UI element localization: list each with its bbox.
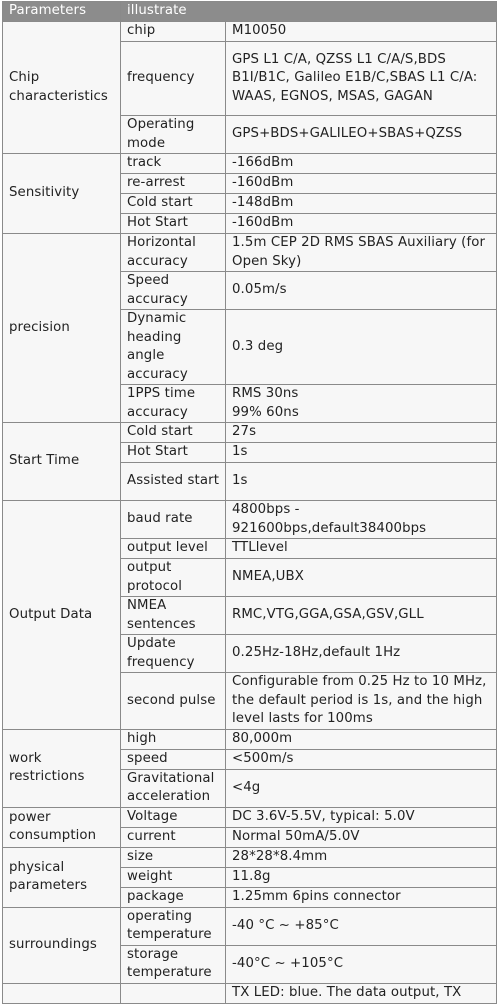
row-value: 1.25mm 6pins connector: [226, 887, 497, 907]
row-label: 1PPS time accuracy: [121, 385, 226, 423]
row-label: baud rate: [121, 501, 226, 539]
row-value: TX LED: blue. The data output, TX: [226, 983, 497, 1003]
spec-table-container: [2, 1, 496, 1004]
table-row: [3, 234, 497, 272]
row-label: package: [121, 887, 226, 907]
group-chip-characteristics: Chip characteristics: [3, 22, 121, 154]
row-label: Operating mode: [121, 116, 226, 154]
row-value: 0.3 deg: [226, 310, 497, 385]
group-work-restrictions: work restrictions: [3, 729, 121, 807]
row-value: NMEA,UBX: [226, 559, 497, 597]
row-label: Horizontal accuracy: [121, 234, 226, 272]
row-value: 4800bps - 921600bps,default38400bps: [226, 501, 497, 539]
group-physical-parameters: physical parameters: [3, 847, 121, 907]
row-label: chip: [121, 22, 226, 42]
row-label: weight: [121, 867, 226, 887]
row-value: -148dBm: [226, 194, 497, 214]
row-label: Cold start: [121, 194, 226, 214]
group-output-data: Output Data: [3, 501, 121, 730]
row-label: [121, 983, 226, 1003]
row-value: 28*28*8.4mm: [226, 847, 497, 867]
row-value: 1s: [226, 443, 497, 463]
row-value: 0.05m/s: [226, 272, 497, 310]
header-parameters: Parameters: [3, 2, 121, 22]
row-label: second pulse: [121, 673, 226, 730]
row-value: 0.25Hz-18Hz,default 1Hz: [226, 635, 497, 673]
row-value: -160dBm: [226, 174, 497, 194]
row-value: DC 3.6V-5.5V, typical: 5.0V: [226, 807, 497, 827]
table-row: [3, 729, 497, 749]
row-label: re-arrest: [121, 174, 226, 194]
row-label: speed: [121, 749, 226, 769]
row-value: GPS L1 C/A, QZSS L1 C/A/S,BDS B1I/B1C, Galileo E1B/C,SBAS L1 C/A: WAAS, EGNOS, MSAS, GAGAN: [226, 42, 497, 116]
row-label: storage temperature: [121, 945, 226, 983]
row-label: Speed accuracy: [121, 272, 226, 310]
row-value: GPS+BDS+GALILEO+SBAS+QZSS: [226, 116, 497, 154]
row-value: 80,000m: [226, 729, 497, 749]
table-row: [3, 847, 497, 867]
row-value: M10050: [226, 22, 497, 42]
row-label: Voltage: [121, 807, 226, 827]
row-label: Assisted start: [121, 463, 226, 501]
table-row: [3, 983, 497, 1003]
row-label: Gravitational acceleration: [121, 769, 226, 807]
row-value-line: RMS 30ns: [232, 386, 299, 401]
row-label: Hot Start: [121, 214, 226, 234]
row-value: -160dBm: [226, 214, 497, 234]
group-start-time: Start Time: [3, 423, 121, 501]
table-row: [3, 22, 497, 42]
row-value: Configurable from 0.25 Hz to 10 MHz, the default period is 1s, and the high level lasts for 100ms: [226, 673, 497, 730]
row-value: 1s: [226, 463, 497, 501]
header-illustrate: illustrate: [121, 2, 497, 22]
row-value: -40 °C ~ +85°C: [226, 907, 497, 945]
row-label: Cold start: [121, 423, 226, 443]
row-label: NMEA sentences: [121, 597, 226, 635]
row-value: Normal 50mA/5.0V: [226, 827, 497, 847]
table-header-row: [3, 2, 497, 22]
row-label: high: [121, 729, 226, 749]
row-value: <500m/s: [226, 749, 497, 769]
row-label: Hot Start: [121, 443, 226, 463]
row-value: 11.8g: [226, 867, 497, 887]
row-label: output level: [121, 539, 226, 559]
row-label: size: [121, 847, 226, 867]
row-value: TTLlevel: [226, 539, 497, 559]
row-label: track: [121, 154, 226, 174]
group-power-consumption: power consumption: [3, 807, 121, 847]
row-value: -40°C ~ +105°C: [226, 945, 497, 983]
row-label: Dynamic heading angle accuracy: [121, 310, 226, 385]
group-led: [3, 983, 121, 1003]
table-row: [3, 907, 497, 945]
row-value: RMC,VTG,GGA,GSA,GSV,GLL: [226, 597, 497, 635]
row-label: frequency: [121, 42, 226, 116]
spec-table: [2, 1, 497, 1004]
row-value-line: 99% 60ns: [232, 404, 299, 420]
row-value: -166dBm: [226, 154, 497, 174]
group-precision: precision: [3, 234, 121, 423]
row-label: output protocol: [121, 559, 226, 597]
table-row: [3, 501, 497, 539]
row-label: operating temperature: [121, 907, 226, 945]
group-sensitivity: Sensitivity: [3, 154, 121, 234]
table-row: [3, 423, 497, 443]
group-surroundings: surroundings: [3, 907, 121, 983]
table-row: [3, 154, 497, 174]
row-value: [226, 385, 497, 423]
row-value: <4g: [226, 769, 497, 807]
row-label: current: [121, 827, 226, 847]
row-value: 1.5m CEP 2D RMS SBAS Auxiliary (for Open Sky): [226, 234, 497, 272]
table-row: [3, 807, 497, 827]
row-value: 27s: [226, 423, 497, 443]
row-label: Update frequency: [121, 635, 226, 673]
